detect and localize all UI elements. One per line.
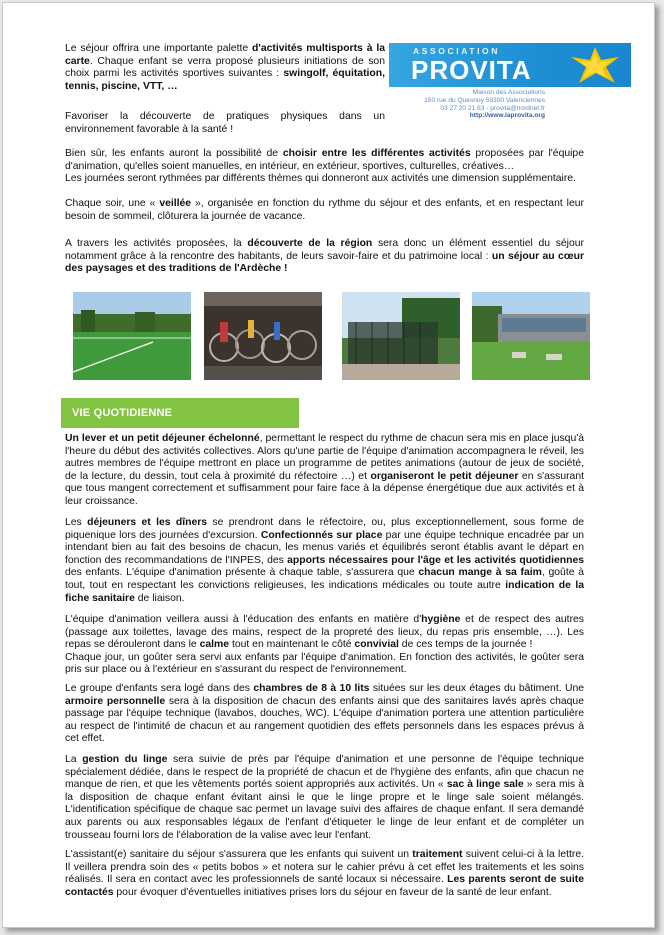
intro-paragraph-activities: Le séjour offrira une importante palette d'activités multisports à la carte. Chaque enfant se verra proposé plusieurs initiations de son choix parmi les activités sportives suivantes : swingolf, équitation, tennis, piscine, VTT, … [65, 43, 386, 92]
logo-association-text: ASSOCIATION [413, 46, 501, 56]
body-paragraph-repas: Les déjeuners et les dîners se prendront dans le réfectoire, ou, plus exceptionnellement, sous forme de piquenique lors des journées d'excursion. Confectionnés sur place par une équipe technique encadrée par un intendant bien au fait des besoins de chacun, les menus variés et équilibrés seront établis avant le départ en fonction des recommandations de l'INPES, des apports nécessaires pour l'âge et les activités quotidiennes des enfants. L'équipe d'animation présente à chaque table, s'assurera que chacun mange à sa faim, goûte à tout, tout en respectant les convictions religieuses, les indications médicales ou toute autre indication de la fiche sanitaire de liaison. [65, 517, 584, 604]
body-paragraph-hygiene: L'équipe d'animation veillera aussi à l'éducation des enfants en matière d'hygiène et de respect des autres (passage aux toilettes, lavage des mains, respect de la propreté des lieux, du repas pris ensemble, …). Les repas se dérouleront dans le calme tout en maintenant le côté convivial de ces temps de la journée ! Chaque jour, un goûter sera servi aux enfants par l'équipe d'animation. En fonction des activités, le goûter sera pris sur place ou à l'extérieur en s'assurant du respect de l'environnement. [65, 614, 584, 676]
body-paragraph-lever: Un lever et un petit déjeuner échelonné, permettant le respect du rythme de chacun sera mis en place jusqu'à l'heure du début des activités collectives. Alors qu'une partie de l'équipe d'animation accompagnera le réveil, les autres membres de l'équipe mettront en place un programme de petites animations (autour de jeux de société, de la lecture, du dessin, tout cela à proximité du réfectoire …) et organiseront le petit déjeuner en s'assurant que tous mangent correctement et suffisamment pour faire face à la dépense énergétique due aux activités et à leur croissance. [65, 433, 585, 507]
logo-url: http://www.laprovita.org [469, 112, 545, 120]
logo-info-line: 03 27 20 21 63 - provita@nordnet.fr [440, 104, 545, 112]
intro-paragraph-choice: Bien sûr, les enfants auront la possibilité de choisir entre les différentes activités proposées par l'équipe d'animation, qu'elles soient manuelles, en intérieur, en extérieur, sportives, culturelles, créatives… Les journées seront rythmées par différents thèmes qui donneront aux activités une dimension supplémentaire. [65, 148, 584, 185]
section-header-vie-quotidienne [61, 398, 299, 428]
logo-info-line: Maison des Associations [472, 89, 545, 96]
logo-contact-info [389, 89, 545, 120]
photo-bike-storage [204, 292, 322, 380]
intro-paragraph-health: Favoriser la découverte de pratiques physiques dans un environnement favorable à la santé ! [65, 111, 385, 135]
star-icon [565, 45, 625, 85]
logo-name-text: PROVITA [411, 55, 532, 85]
intro-paragraph-region: A travers les activités proposées, la découverte de la région sera donc un élément essentiel du séjour notamment grâce à la rencontre des habitants, de leurs savoir-faire et du patrimoine local : un séjour au cœur des paysages et des traditions de l'Ardèche ! [65, 238, 585, 275]
intro-paragraph-veillee: Chaque soir, une « veillée », organisée en fonction du rythme du séjour et des enfants, et en respectant leur besoin de sommeil, clôturera la journée de vacance. [65, 198, 584, 222]
section-title: VIE QUOTIDIENNE [72, 407, 173, 419]
document-page [2, 2, 655, 928]
logo-info-line: 150 rue du Quesnoy 59300 Valenciennes [424, 96, 545, 104]
body-paragraph-chambres: Le groupe d'enfants sera logé dans des chambres de 8 à 10 lits situées sur les deux étages du bâtiment. Une armoire personnelle sera à la disposition de chacun des enfants ainsi que des sanitaires lavés après chaque passage par l'équipe technique (lavabos, douches, WC). L'équipe d'animation portera une attention particulière au respect de l'intimité de chacun et au rangement quotidien des effets personnels dans les espaces prévus à cet effet. [65, 683, 585, 745]
provita-logo [389, 43, 631, 87]
photo-campus-building [472, 292, 590, 380]
body-paragraph-sanitaire: L'assistant(e) sanitaire du séjour s'assurera que les enfants qui suivent un traitement suivent celui-ci à la lettre. Il veillera prendra soin des « petits bobos » et notera sur le cahier prévu à cet effet les traitements et les soins réalisés. Il sera en contact avec les professionnels de santé locaux si nécessaire. Les parents seront de suite contactés pour évoquer d'éventuelles initiatives prises lors du séjour en faveur de la santé de leur enfant. [65, 849, 584, 898]
body-paragraph-linge: La gestion du linge sera suivie de près par l'équipe d'animation et une personne de l'équipe technique spécialement dédiée, dans le respect de la propriété de chacun et de l'hygiène des enfants, afin que chacun ne manque de rien, et que les vêtements portés soient appropriés aux activités. Un « sac à linge sale » sera mis à la disposition de chaque enfant évitant ainsi le que le linge propre et le linge sale soient mélangés. L'identification spécifique de chaque sac permet un lavage suivi des affaires de chaque enfant. Il sera demandé aux parents ou aux responsables légaux de l'enfant d'étiqueter le linge de leur enfant et de compléter un trousseau fourni lors de l'élaboration de la valise avec leur l'enfant. [65, 754, 584, 841]
photo-tennis-court [342, 292, 460, 380]
photo-football-field [73, 292, 191, 380]
